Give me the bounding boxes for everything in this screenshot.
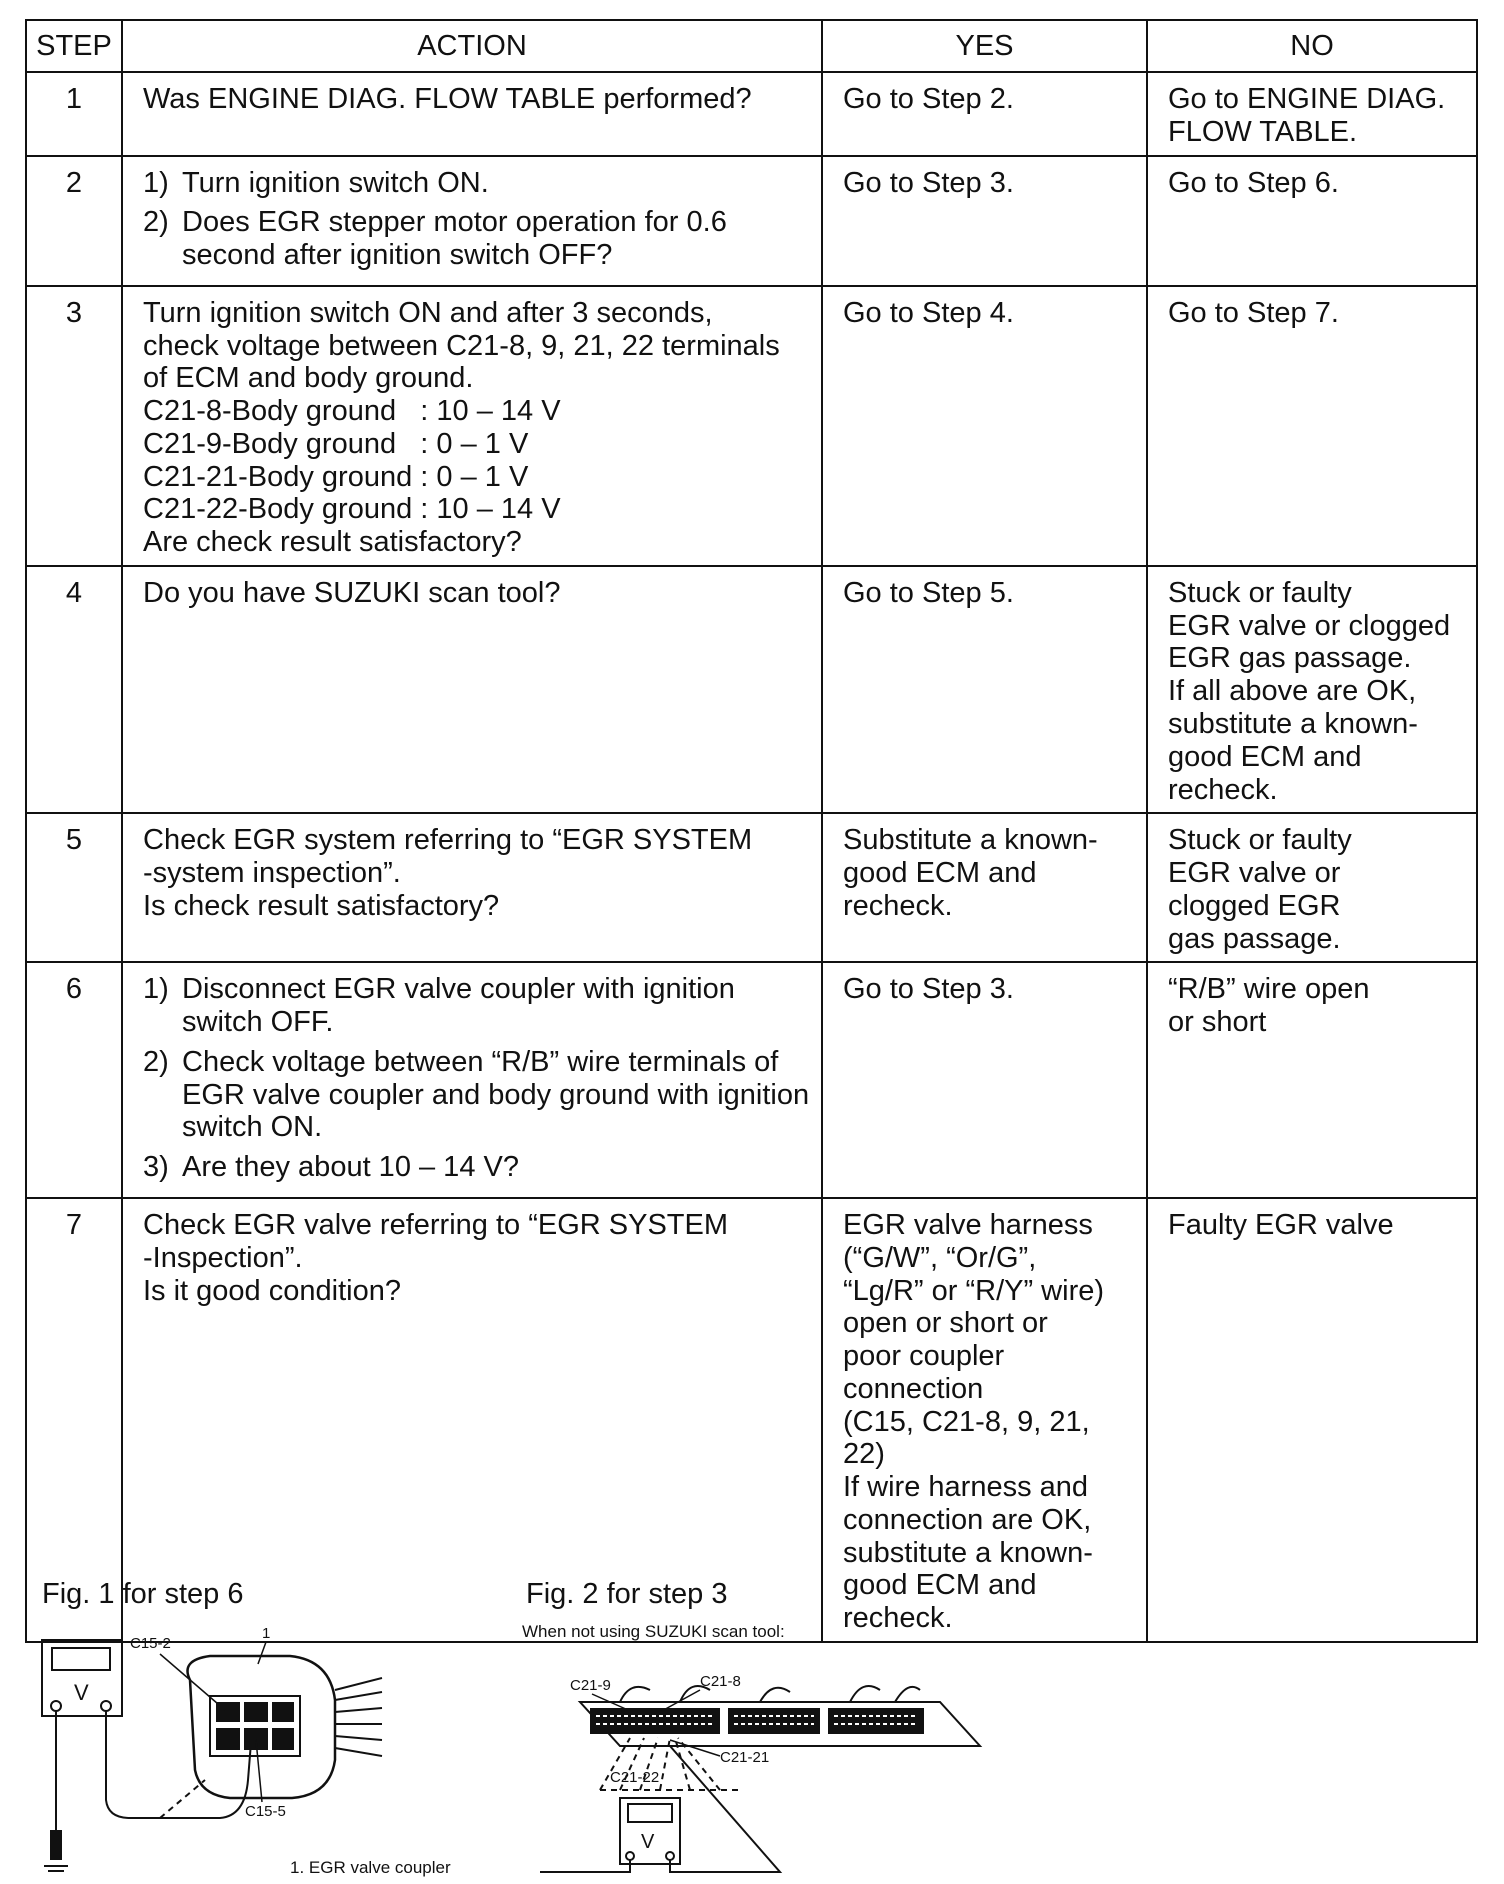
yes-text-line: recheck. bbox=[843, 1602, 953, 1635]
action-step-item bbox=[143, 206, 811, 272]
action-step-item bbox=[143, 1151, 811, 1184]
table-body bbox=[26, 72, 1477, 1642]
no-text-line: clogged EGR bbox=[1168, 889, 1341, 922]
action-text-line: Check EGR valve referring to “EGR SYSTEM bbox=[143, 1208, 728, 1241]
header-yes: YES bbox=[822, 20, 1147, 72]
fig2-label-c21-22: C21-22 bbox=[610, 1769, 660, 1786]
action-step-text: Does EGR stepper motor operation for 0.6 second after ignition switch OFF? bbox=[182, 206, 727, 272]
no-cell bbox=[1147, 566, 1477, 813]
step-number: 5 bbox=[26, 813, 122, 962]
yes-cell bbox=[822, 286, 1147, 566]
action-text-line: check voltage between C21-8, 9, 21, 22 terminals bbox=[143, 329, 780, 362]
fig2-meter-label: V bbox=[641, 1831, 655, 1853]
header-step: STEP bbox=[26, 20, 122, 72]
table-row bbox=[26, 72, 1477, 156]
yes-text-line: Go to Step 2. bbox=[843, 83, 1014, 115]
action-text-line: Are check result satisfactory? bbox=[143, 526, 522, 559]
yes-text-line: poor coupler bbox=[843, 1340, 1005, 1373]
action-step-text: Disconnect EGR valve coupler with ignition switch OFF. bbox=[182, 973, 735, 1039]
action-text-line: Check EGR system referring to “EGR SYSTEM bbox=[143, 824, 753, 857]
yes-text-line: recheck. bbox=[843, 889, 953, 922]
no-text-line: Stuck or faulty bbox=[1168, 824, 1352, 857]
table-row bbox=[26, 566, 1477, 813]
action-text-line: of ECM and body ground. bbox=[143, 362, 474, 395]
no-cell bbox=[1147, 156, 1477, 286]
action-text-line: C21-21-Body ground : 0 – 1 V bbox=[143, 460, 529, 493]
yes-text-line: Go to Step 5. bbox=[843, 576, 1014, 609]
yes-cell bbox=[822, 962, 1147, 1198]
header-no: NO bbox=[1147, 20, 1477, 72]
no-text-line: If all above are OK, bbox=[1168, 675, 1417, 708]
fig1-legend: 1. EGR valve coupler bbox=[290, 1858, 451, 1877]
step-number: 2 bbox=[26, 156, 122, 286]
yes-text-line: open or short or bbox=[843, 1307, 1048, 1340]
action-cell bbox=[122, 962, 822, 1198]
action-step-text: Are they about 10 – 14 V? bbox=[182, 1151, 519, 1184]
fig2-ecm-diagram bbox=[540, 1650, 1000, 1880]
fig1-callout-1: 1 bbox=[262, 1625, 271, 1642]
action-text-line: C21-22-Body ground : 10 – 14 V bbox=[143, 493, 561, 526]
step-number: 1 bbox=[26, 72, 122, 156]
no-text-line: Go to Step 6. bbox=[1168, 166, 1339, 199]
no-text-line: FLOW TABLE. bbox=[1168, 115, 1358, 148]
yes-cell bbox=[822, 1198, 1147, 1642]
no-text-line: Stuck or faulty bbox=[1168, 576, 1352, 609]
action-step-item bbox=[143, 167, 811, 200]
fig1-label-c15-5: C15-5 bbox=[245, 1803, 286, 1820]
step-number: 6 bbox=[26, 962, 122, 1198]
step-number: 4 bbox=[26, 566, 122, 813]
action-step-number: 2) bbox=[143, 1045, 169, 1078]
action-text-line: Is check result satisfactory? bbox=[143, 889, 500, 922]
table-header-row bbox=[26, 20, 1477, 72]
no-text-line: Go to ENGINE DIAG. bbox=[1168, 83, 1446, 115]
table-row bbox=[26, 286, 1477, 566]
action-step-text: Turn ignition switch ON. bbox=[182, 166, 489, 199]
yes-text-line: substitute a known- bbox=[843, 1536, 1093, 1569]
action-step-item bbox=[143, 1046, 811, 1144]
no-cell bbox=[1147, 813, 1477, 962]
yes-text-line: Go to Step 3. bbox=[843, 973, 1014, 1006]
table-row bbox=[26, 1198, 1477, 1642]
yes-text-line: “Lg/R” or “R/Y” wire) bbox=[843, 1274, 1105, 1307]
action-steps-list bbox=[143, 973, 811, 1184]
yes-text-line: good ECM and bbox=[843, 1569, 1037, 1602]
no-text-line: EGR valve or clogged bbox=[1168, 609, 1451, 642]
action-step-text: Check voltage between “R/B” wire terminals of EGR valve coupler and body ground with ignition switch ON. bbox=[182, 1045, 810, 1144]
yes-cell bbox=[822, 156, 1147, 286]
action-text-line: C21-8-Body ground : 10 – 14 V bbox=[143, 395, 561, 428]
action-steps-list bbox=[143, 167, 811, 272]
action-cell bbox=[122, 566, 822, 813]
fig2-caption: Fig. 2 for step 3 bbox=[526, 1578, 728, 1610]
yes-cell bbox=[822, 566, 1147, 813]
action-step-number: 1) bbox=[143, 973, 169, 1006]
no-text-line: gas passage. bbox=[1168, 922, 1341, 955]
action-cell bbox=[122, 1198, 822, 1642]
fig1-label-c15-2: C15-2 bbox=[130, 1635, 171, 1652]
table-row bbox=[26, 962, 1477, 1198]
no-text-line: recheck. bbox=[1168, 773, 1278, 806]
yes-text-line: good ECM and bbox=[843, 857, 1037, 890]
no-cell bbox=[1147, 72, 1477, 156]
action-text-line: Turn ignition switch ON and after 3 seconds, bbox=[143, 296, 713, 329]
action-step-number: 3) bbox=[143, 1151, 169, 1184]
action-text-line: -Inspection”. bbox=[143, 1241, 303, 1274]
fig2-label-c21-8: C21-8 bbox=[700, 1673, 741, 1690]
no-text-line: Go to Step 7. bbox=[1168, 296, 1339, 329]
action-cell bbox=[122, 813, 822, 962]
step-number: 7 bbox=[26, 1198, 122, 1642]
action-cell bbox=[122, 156, 822, 286]
no-text-line: Faulty EGR valve bbox=[1168, 1208, 1394, 1241]
action-step-item bbox=[143, 973, 811, 1039]
action-step-number: 1) bbox=[143, 166, 169, 199]
troubleshooting-table bbox=[25, 19, 1478, 1643]
yes-cell bbox=[822, 813, 1147, 962]
yes-text-line: Go to Step 3. bbox=[843, 166, 1014, 199]
no-text-line: substitute a known- bbox=[1168, 708, 1418, 741]
table-row bbox=[26, 156, 1477, 286]
yes-text-line: Go to Step 4. bbox=[843, 296, 1014, 329]
action-cell bbox=[122, 72, 822, 156]
fig1-meter-label: V bbox=[74, 1680, 89, 1705]
yes-text-line: connection are OK, bbox=[843, 1503, 1092, 1536]
fig2-label-c21-21: C21-21 bbox=[720, 1749, 770, 1766]
no-cell bbox=[1147, 1198, 1477, 1642]
yes-text-line: Substitute a known- bbox=[843, 824, 1098, 857]
fig2-label-c21-9: C21-9 bbox=[570, 1677, 611, 1694]
no-text-line: “R/B” wire open bbox=[1168, 973, 1370, 1006]
action-cell bbox=[122, 286, 822, 566]
no-text-line: EGR valve or bbox=[1168, 857, 1341, 890]
fig1-coupler-diagram bbox=[30, 1620, 450, 1882]
action-text-line: Do you have SUZUKI scan tool? bbox=[143, 576, 561, 609]
no-text-line: EGR gas passage. bbox=[1168, 642, 1412, 675]
action-text-line: -system inspection”. bbox=[143, 857, 401, 890]
table-row bbox=[26, 813, 1477, 962]
no-cell bbox=[1147, 962, 1477, 1198]
yes-cell bbox=[822, 72, 1147, 156]
action-text-line: Was ENGINE DIAG. FLOW TABLE performed? bbox=[143, 83, 752, 115]
header-action: ACTION bbox=[122, 20, 822, 72]
yes-text-line: connection bbox=[843, 1372, 984, 1405]
fig2-note: When not using SUZUKI scan tool: bbox=[522, 1622, 785, 1641]
yes-text-line: (“G/W”, “Or/G”, bbox=[843, 1241, 1037, 1274]
step-number: 3 bbox=[26, 286, 122, 566]
no-text-line: or short bbox=[1168, 1006, 1267, 1039]
yes-text-line: EGR valve harness bbox=[843, 1208, 1093, 1241]
no-cell bbox=[1147, 286, 1477, 566]
no-text-line: good ECM and bbox=[1168, 740, 1362, 773]
yes-text-line: (C15, C21-8, 9, 21, 22) bbox=[843, 1405, 1098, 1471]
action-text-line: Is it good condition? bbox=[143, 1274, 401, 1307]
action-step-number: 2) bbox=[143, 206, 169, 239]
fig1-caption: Fig. 1 for step 6 bbox=[42, 1578, 244, 1610]
action-text-line: C21-9-Body ground : 0 – 1 V bbox=[143, 427, 529, 460]
yes-text-line: If wire harness and bbox=[843, 1471, 1089, 1504]
